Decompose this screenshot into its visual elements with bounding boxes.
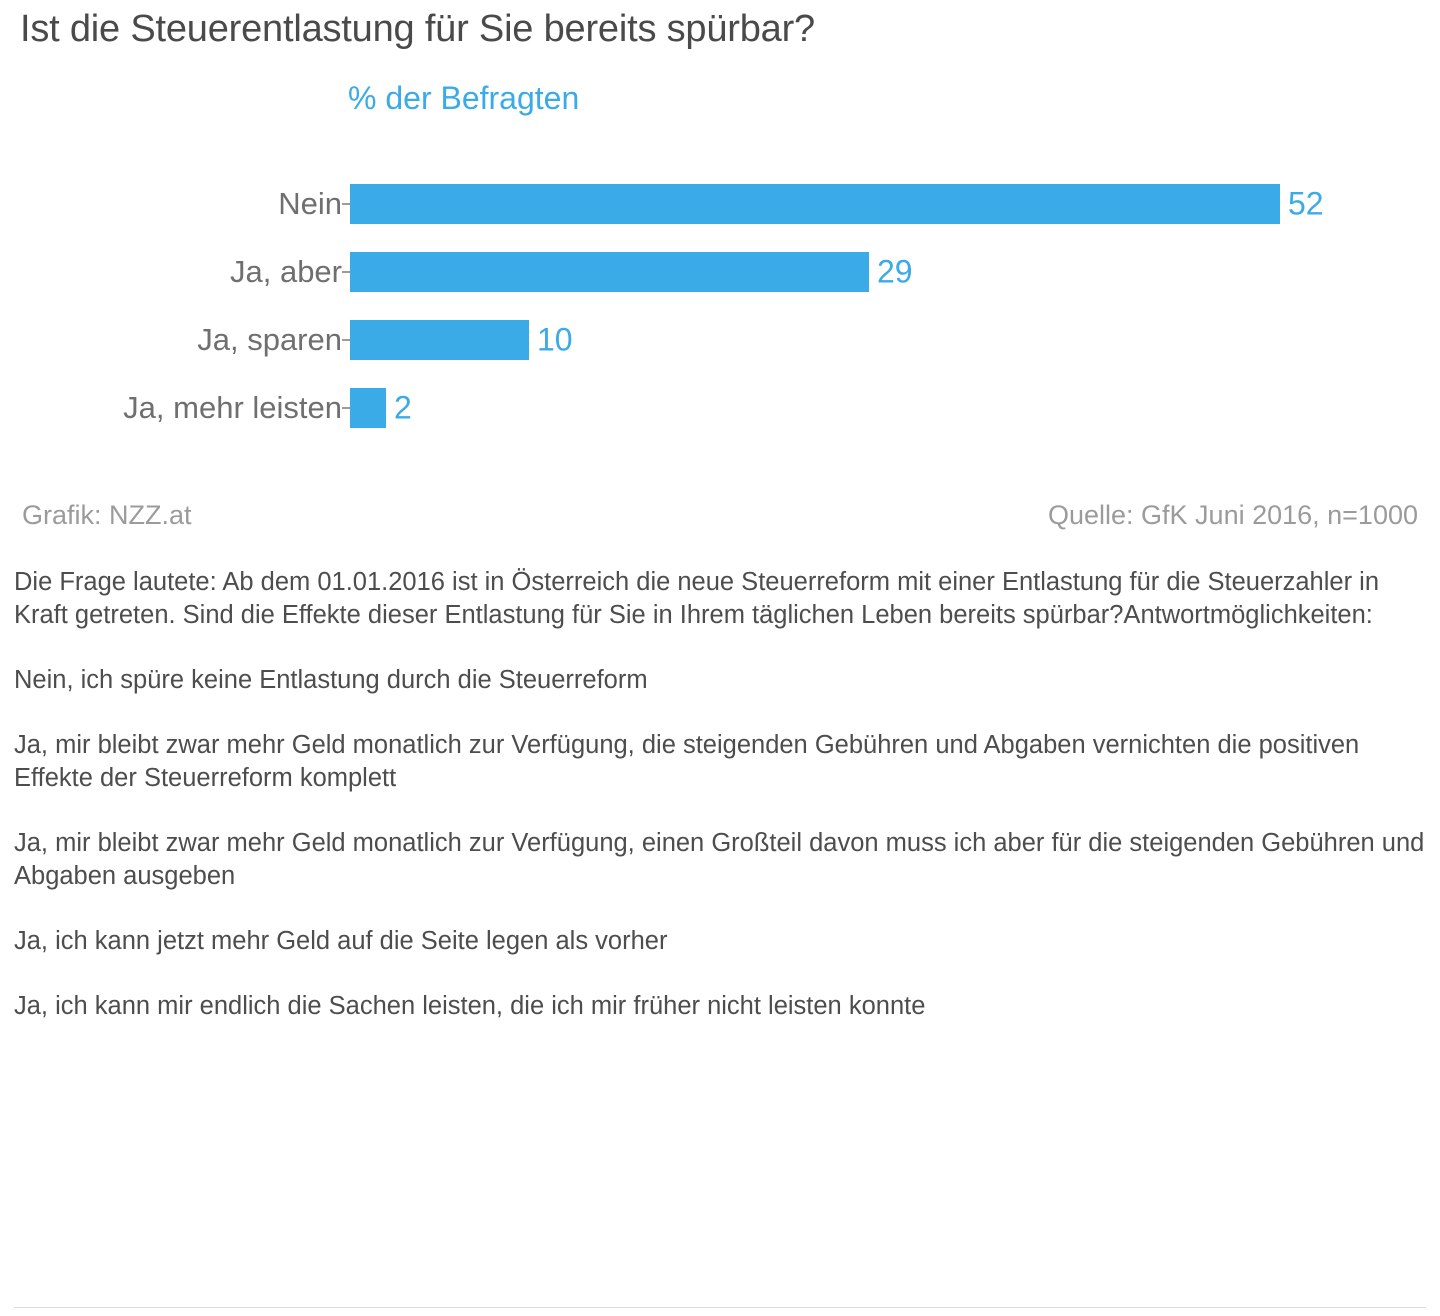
bar-ja-sparen [350, 320, 529, 360]
credit-graphic: Grafik: NZZ.at [22, 500, 192, 530]
bar-nein [350, 184, 1280, 224]
bar-category-label: Ja, aber [229, 254, 342, 289]
bar-category-label: Ja, mehr leisten [123, 390, 342, 425]
bar-ja-aber [350, 252, 869, 292]
bar-chart [0, 170, 1440, 460]
axis-tick [342, 203, 350, 205]
bar-row [0, 238, 1440, 306]
note-paragraph: Ja, ich kann jetzt mehr Geld auf die Seite legen als vorher [14, 927, 668, 955]
page-title: Ist die Steuerentlastung für Sie bereits spürbar? [20, 8, 815, 50]
bar-value-label: 52 [1288, 185, 1324, 222]
note-paragraph: Ja, mir bleibt zwar mehr Geld monatlich zur Verfügung, die steigenden Gebühren und Abgaben vernichten die positiven Effekte der Steuerreform komplett [14, 731, 1360, 792]
bar-category-label: Nein [278, 186, 342, 221]
bar-value-label: 29 [877, 253, 913, 290]
note-paragraph: Die Frage lautete: Ab dem 01.01.2016 ist in Österreich die neue Steuerreform mit einer Entlastung für die Steuerzahler in Kraft getreten. Sind die Effekte dieser Entlastung für Sie in Ihrem täglichen Leben bereits spürbar?Antwortmöglichkeiten: [14, 568, 1379, 629]
note-paragraph: Ja, ich kann mir endlich die Sachen leisten, die ich mir früher nicht leisten konnte [14, 992, 926, 1020]
bar-value-label: 2 [394, 389, 412, 426]
bar-row [0, 374, 1440, 442]
bar-value-label: 10 [537, 321, 573, 358]
bar-ja-mehr-leisten [350, 388, 386, 428]
note-paragraph: Ja, mir bleibt zwar mehr Geld monatlich zur Verfügung, einen Großteil davon muss ich aber für die steigenden Gebühren und Abgaben ausgeben [14, 829, 1425, 890]
bar-row [0, 306, 1440, 374]
bar-row [0, 170, 1440, 238]
notes-block [14, 566, 1426, 1055]
credit-source: Quelle: GfK Juni 2016, n=1000 [1047, 500, 1418, 530]
chart-subtitle: % der Befragten [348, 80, 580, 116]
axis-tick [342, 407, 350, 409]
note-paragraph: Nein, ich spüre keine Entlastung durch die Steuerreform [14, 666, 648, 694]
axis-tick [342, 271, 350, 273]
credits [0, 500, 1440, 540]
axis-tick [342, 339, 350, 341]
bar-category-label: Ja, sparen [197, 322, 342, 357]
bottom-divider [14, 1307, 1426, 1308]
